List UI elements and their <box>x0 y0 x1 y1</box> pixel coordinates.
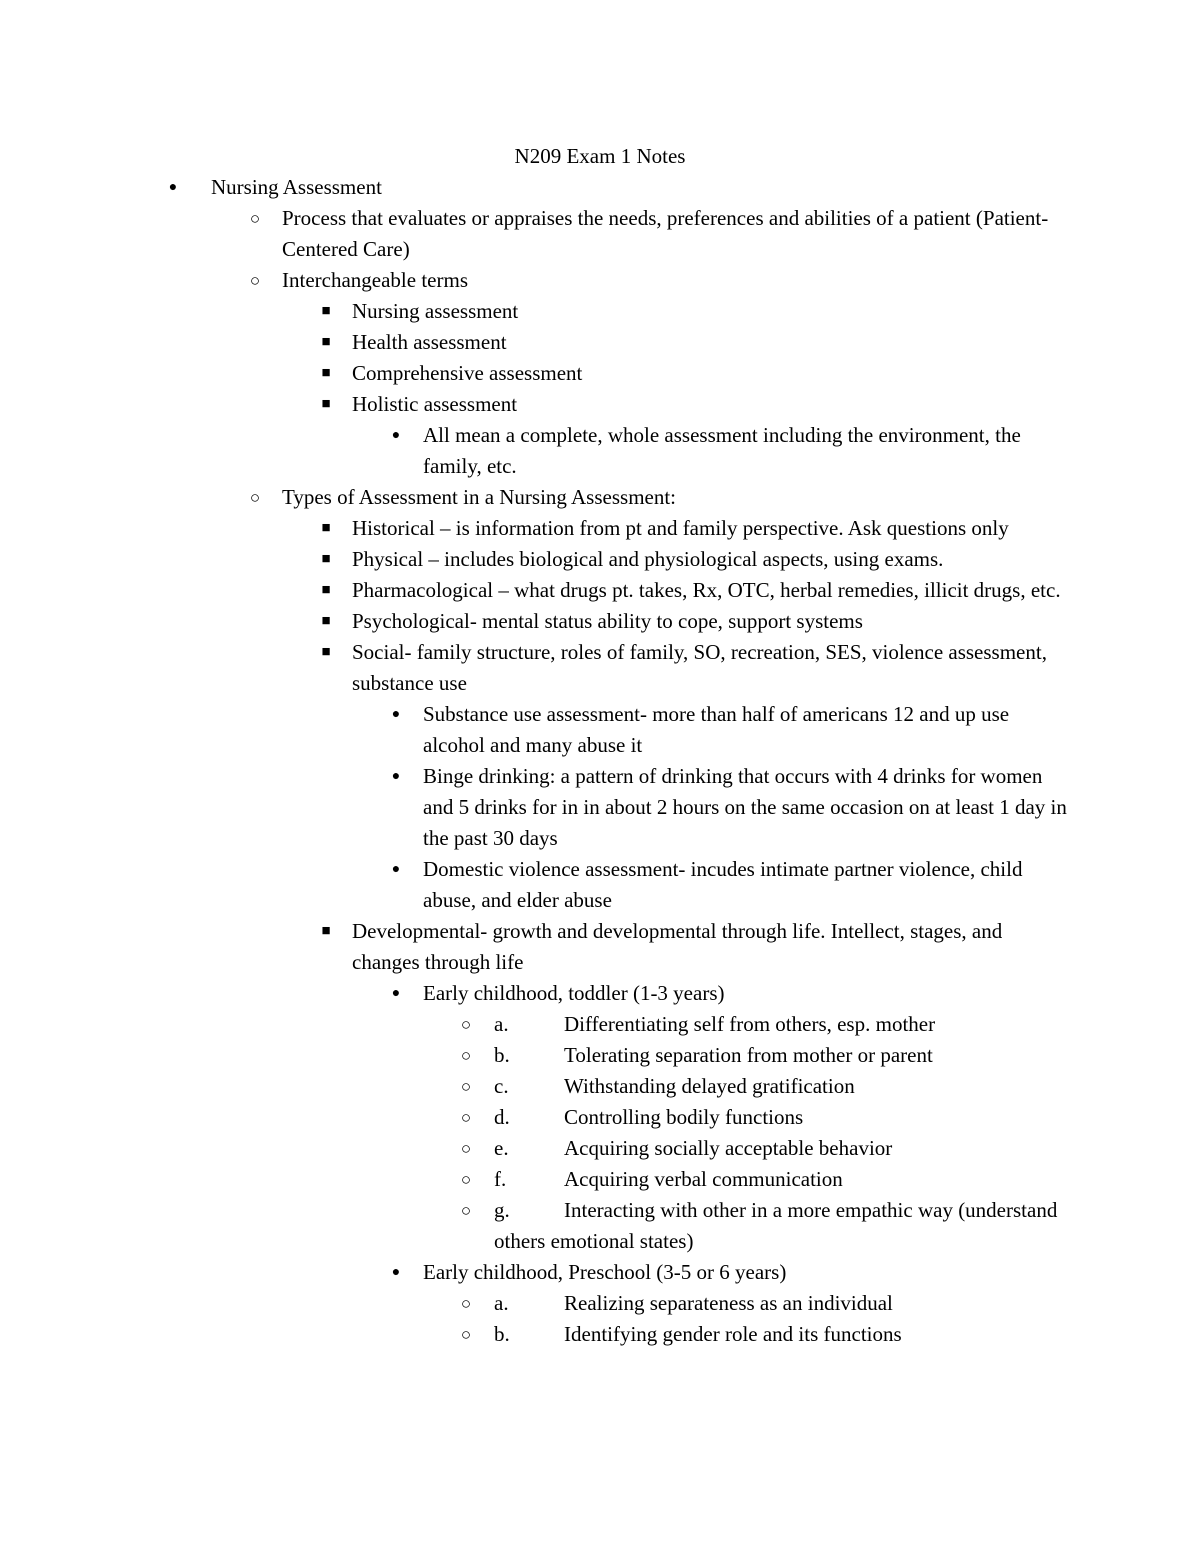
list-item-text: All mean a complete, whole assessment including the environment, the family, etc. <box>423 423 1021 478</box>
list-item <box>0 978 1073 1009</box>
list-item-text: Tolerating separation from mother or parent <box>564 1043 933 1067</box>
list-item-text: Interacting with other in a more empathic way (understand others emotional states) <box>494 1198 1058 1253</box>
filled-circle-bullet-icon: ● <box>391 707 401 722</box>
hollow-circle-bullet-icon: ○ <box>249 209 261 228</box>
list-item <box>0 1257 1073 1288</box>
filled-circle-bullet-icon: ● <box>391 862 401 877</box>
square-bullet-icon: ■ <box>321 644 331 660</box>
list-item-letter: e. <box>494 1136 509 1160</box>
list-item <box>0 1009 1074 1040</box>
filled-circle-bullet-icon: ● <box>391 428 401 443</box>
hollow-circle-bullet-icon: ○ <box>460 1015 472 1034</box>
list-item-letter: a. <box>494 1012 509 1036</box>
list-item <box>0 1195 1074 1257</box>
filled-circle-bullet-icon: ● <box>391 769 401 784</box>
hollow-circle-bullet-icon: ○ <box>460 1170 472 1189</box>
list-item <box>0 482 1072 513</box>
hollow-circle-bullet-icon: ○ <box>460 1139 472 1158</box>
list-item <box>0 203 1072 265</box>
list-item-text: Early childhood, Preschool (3-5 or 6 years) <box>423 1260 787 1284</box>
list-item-text: Comprehensive assessment <box>352 361 583 385</box>
list-item-text: Acquiring verbal communication <box>564 1167 843 1191</box>
list-item-letter: b. <box>494 1322 510 1346</box>
list-item-text: Realizing separateness as an individual <box>564 1291 893 1315</box>
list-item <box>0 544 1072 575</box>
list-item <box>0 916 1072 978</box>
square-bullet-icon: ■ <box>321 923 331 939</box>
list-item <box>0 1288 1074 1319</box>
square-bullet-icon: ■ <box>321 613 331 629</box>
square-bullet-icon: ■ <box>321 582 331 598</box>
list-item <box>0 172 1071 203</box>
list-item <box>0 1071 1074 1102</box>
list-item <box>0 854 1073 916</box>
list-item-text: Developmental- growth and developmental through life. Intellect, stages, and changes through life <box>352 919 1003 974</box>
list-item <box>0 513 1072 544</box>
hollow-circle-bullet-icon: ○ <box>249 271 261 290</box>
list-item-text: Types of Assessment in a Nursing Assessment: <box>282 485 677 509</box>
list-item-text: Health assessment <box>352 330 507 354</box>
list-item <box>0 389 1072 420</box>
list-item-text: Interchangeable terms <box>282 268 468 292</box>
list-item-text: Pharmacological – what drugs pt. takes, Rx, OTC, herbal remedies, illicit drugs, etc. <box>352 578 1061 602</box>
list-item-text: Holistic assessment <box>352 392 518 416</box>
hollow-circle-bullet-icon: ○ <box>460 1046 472 1065</box>
list-item-text: Identifying gender role and its functions <box>564 1322 902 1346</box>
list-item-text: Substance use assessment- more than half of americans 12 and up use alcohol and many abuse it <box>423 702 1010 757</box>
list-item-letter: b. <box>494 1043 510 1067</box>
list-item-text: Process that evaluates or appraises the needs, preferences and abilities of a patient (Patient-Centered Care) <box>282 206 1049 261</box>
list-item <box>0 1102 1074 1133</box>
list-item-text: Social- family structure, roles of family, SO, recreation, SES, violence assessment, substance use <box>352 640 1047 695</box>
hollow-circle-bullet-icon: ○ <box>460 1201 472 1220</box>
list-item-letter: f. <box>494 1167 507 1191</box>
hollow-circle-bullet-icon: ○ <box>460 1325 472 1344</box>
list-item <box>0 761 1073 854</box>
list-item <box>0 420 1073 482</box>
list-item <box>0 265 1072 296</box>
list-item <box>0 606 1072 637</box>
list-item-text: Domestic violence assessment- incudes intimate partner violence, child abuse, and elder abuse <box>423 857 1023 912</box>
list-item-text: Physical – includes biological and physiological aspects, using exams. <box>352 547 944 571</box>
square-bullet-icon: ■ <box>321 303 331 319</box>
square-bullet-icon: ■ <box>321 396 331 412</box>
filled-circle-bullet-icon: ● <box>391 986 401 1001</box>
list-item-text: Binge drinking: a pattern of drinking that occurs with 4 drinks for women and 5 drinks for in in about 2 hours on the same occasion on at least 1 day in the past 30 days <box>423 764 1067 850</box>
list-item <box>0 296 1072 327</box>
list-item-letter: d. <box>494 1105 510 1129</box>
list-item-text: Psychological- mental status ability to cope, support systems <box>352 609 863 633</box>
list-item-letter: g. <box>494 1198 510 1222</box>
list-item <box>0 358 1072 389</box>
list-item-letter: a. <box>494 1291 509 1315</box>
list-item <box>0 575 1072 606</box>
list-item <box>0 1319 1074 1350</box>
notes-outline <box>0 172 1200 1350</box>
square-bullet-icon: ■ <box>321 551 331 567</box>
list-item-text: Early childhood, toddler (1-3 years) <box>423 981 725 1005</box>
list-item-text: Nursing assessment <box>352 299 519 323</box>
hollow-circle-bullet-icon: ○ <box>460 1077 472 1096</box>
list-item <box>0 1133 1074 1164</box>
list-item <box>0 327 1072 358</box>
hollow-circle-bullet-icon: ○ <box>460 1294 472 1313</box>
square-bullet-icon: ■ <box>321 334 331 350</box>
list-item <box>0 699 1073 761</box>
list-item <box>0 1040 1074 1071</box>
square-bullet-icon: ■ <box>321 520 331 536</box>
list-item-text: Withstanding delayed gratification <box>564 1074 855 1098</box>
list-item-text: Nursing Assessment <box>211 175 382 199</box>
hollow-circle-bullet-icon: ○ <box>460 1108 472 1127</box>
square-bullet-icon: ■ <box>321 365 331 381</box>
list-item-text: Differentiating self from others, esp. mother <box>564 1012 936 1036</box>
list-item-text: Historical – is information from pt and family perspective. Ask questions only <box>352 516 1009 540</box>
filled-circle-bullet-icon: ● <box>168 180 178 195</box>
filled-circle-bullet-icon: ● <box>391 1265 401 1280</box>
list-item-text: Acquiring socially acceptable behavior <box>564 1136 893 1160</box>
list-item-letter: c. <box>494 1074 509 1098</box>
list-item-text: Controlling bodily functions <box>564 1105 804 1129</box>
hollow-circle-bullet-icon: ○ <box>249 488 261 507</box>
list-item <box>0 1164 1074 1195</box>
list-item <box>0 637 1072 699</box>
page-title: N209 Exam 1 Notes <box>514 144 686 168</box>
